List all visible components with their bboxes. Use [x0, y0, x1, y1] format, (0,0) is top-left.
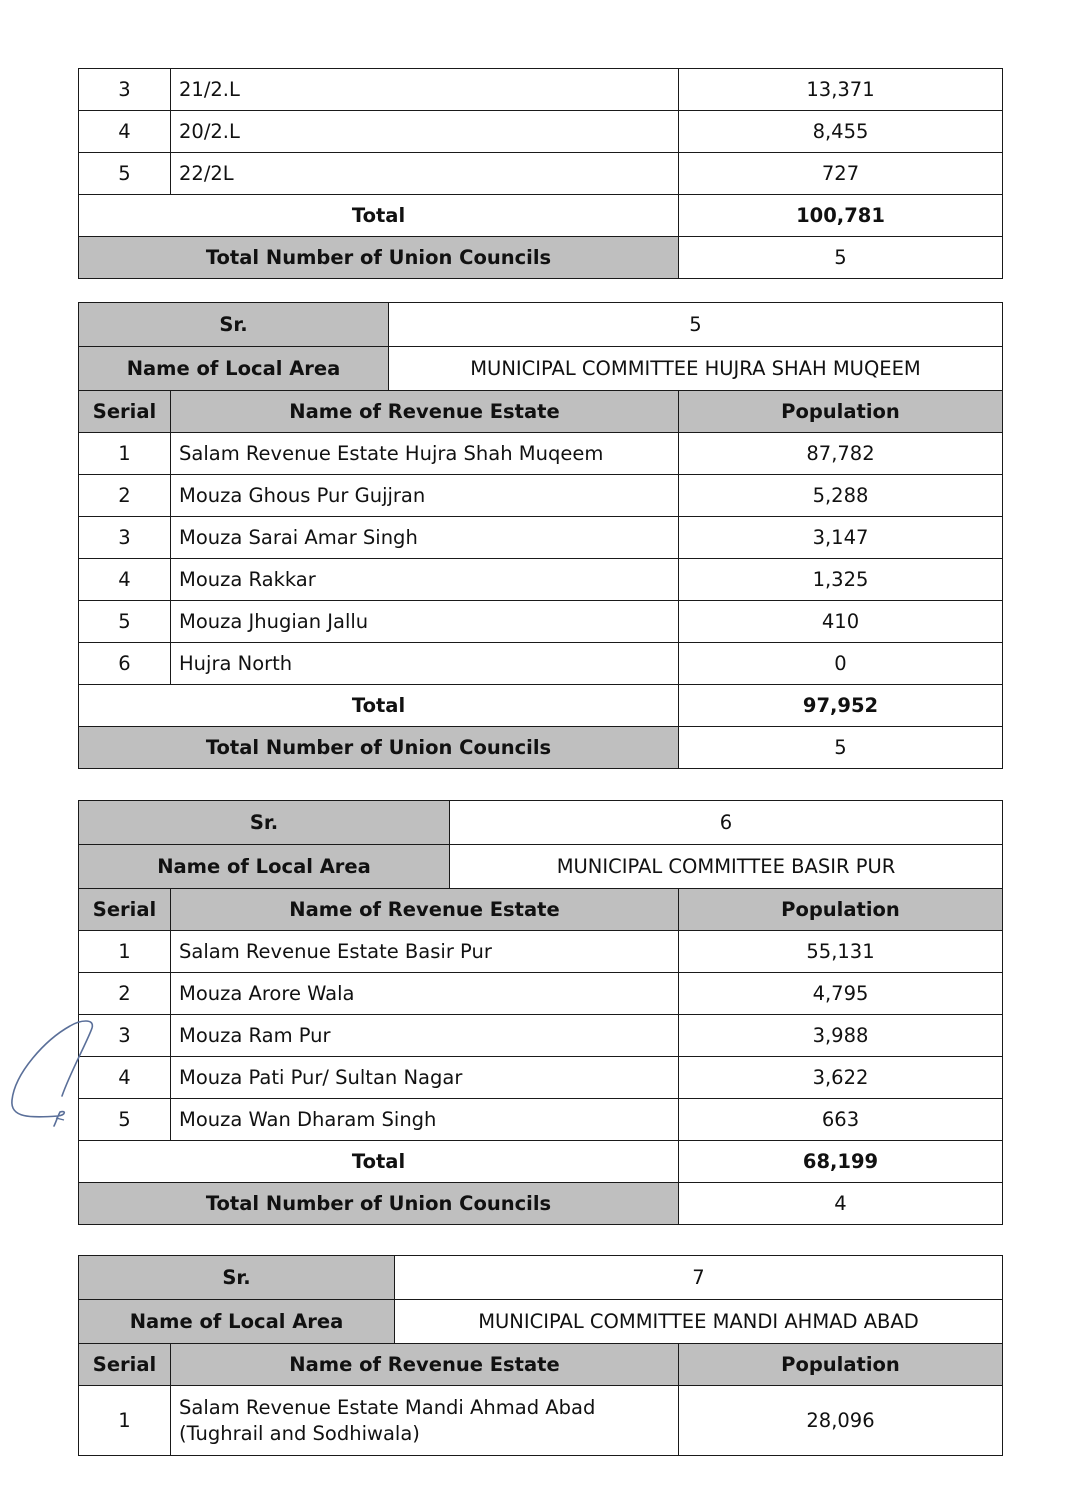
total-value: 97,952 — [679, 685, 1003, 727]
union-councils-value: 5 — [679, 237, 1003, 279]
header-row — [79, 1344, 1003, 1386]
local-area-label: Name of Local Area — [79, 845, 450, 889]
table-row — [79, 433, 1003, 475]
total-value: 100,781 — [679, 195, 1003, 237]
header-row — [79, 391, 1003, 433]
table-row — [79, 517, 1003, 559]
table-row — [79, 973, 1003, 1015]
estate-line-1: Salam Revenue Estate Mandi Ahmad Abad — [179, 1395, 596, 1419]
sr-value: 6 — [450, 801, 1003, 845]
sr-label: Sr. — [79, 303, 389, 347]
population-cell: 3,622 — [679, 1057, 1003, 1099]
table-row — [79, 1386, 1003, 1456]
estate-cell: Mouza Sarai Amar Singh — [171, 517, 679, 559]
local-area-row — [79, 1300, 1003, 1344]
estate-header: Name of Revenue Estate — [171, 889, 679, 931]
local-area-label: Name of Local Area — [79, 347, 389, 391]
population-cell: 0 — [679, 643, 1003, 685]
union-councils-label: Total Number of Union Councils — [79, 237, 679, 279]
local-area-label: Name of Local Area — [79, 1300, 395, 1344]
union-councils-row — [79, 1183, 1003, 1225]
serial-cell: 3 — [79, 69, 171, 111]
union-councils-label: Total Number of Union Councils — [79, 727, 679, 769]
table-row — [79, 931, 1003, 973]
serial-cell: 5 — [79, 601, 171, 643]
population-cell: 4,795 — [679, 973, 1003, 1015]
serial-header: Serial — [79, 1344, 171, 1386]
estate-cell: Mouza Wan Dharam Singh — [171, 1099, 679, 1141]
serial-cell: 5 — [79, 153, 171, 195]
serial-cell: 3 — [79, 517, 171, 559]
estate-cell: Mouza Ghous Pur Gujjran — [171, 475, 679, 517]
population-cell: 55,131 — [679, 931, 1003, 973]
estate-table — [78, 390, 1003, 769]
population-header: Population — [679, 889, 1003, 931]
population-cell: 410 — [679, 601, 1003, 643]
population-cell: 28,096 — [679, 1386, 1003, 1456]
estate-cell: Salam Revenue Estate Basir Pur — [171, 931, 679, 973]
local-area-info-table — [78, 1255, 1003, 1344]
union-councils-value: 5 — [679, 727, 1003, 769]
sr-value: 5 — [389, 303, 1003, 347]
sr-label: Sr. — [79, 1256, 395, 1300]
union-councils-row — [79, 237, 1003, 279]
total-row — [79, 1141, 1003, 1183]
population-cell: 13,371 — [679, 69, 1003, 111]
table-row — [79, 1099, 1003, 1141]
population-cell: 87,782 — [679, 433, 1003, 475]
table-row — [79, 1015, 1003, 1057]
table-row — [79, 643, 1003, 685]
local-area-value: MUNICIPAL COMMITTEE MANDI AHMAD ABAD — [395, 1300, 1003, 1344]
serial-cell: 4 — [79, 111, 171, 153]
estate-cell: Salam Revenue Estate Hujra Shah Muqeem — [171, 433, 679, 475]
table-row — [79, 559, 1003, 601]
estate-cell: Mouza Rakkar — [171, 559, 679, 601]
local-area-row — [79, 845, 1003, 889]
union-councils-row — [79, 727, 1003, 769]
population-cell: 5,288 — [679, 475, 1003, 517]
table-row — [79, 475, 1003, 517]
table-row — [79, 1057, 1003, 1099]
total-value: 68,199 — [679, 1141, 1003, 1183]
estate-cell: Hujra North — [171, 643, 679, 685]
total-label: Total — [79, 1141, 679, 1183]
serial-cell: 6 — [79, 643, 171, 685]
sr-label: Sr. — [79, 801, 450, 845]
population-cell: 3,147 — [679, 517, 1003, 559]
serial-cell: 1 — [79, 931, 171, 973]
population-cell: 727 — [679, 153, 1003, 195]
estate-table — [78, 1343, 1003, 1456]
total-row — [79, 685, 1003, 727]
serial-cell: 1 — [79, 1386, 171, 1456]
estate-cell: Mouza Pati Pur/ Sultan Nagar — [171, 1057, 679, 1099]
sr-row — [79, 303, 1003, 347]
local-area-value: MUNICIPAL COMMITTEE HUJRA SHAH MUQEEM — [389, 347, 1003, 391]
local-area-row — [79, 347, 1003, 391]
header-row — [79, 889, 1003, 931]
estate-header: Name of Revenue Estate — [171, 1344, 679, 1386]
table-row — [79, 69, 1003, 111]
estate-cell: 20/2.L — [171, 111, 679, 153]
sr-value: 7 — [395, 1256, 1003, 1300]
estate-cell: 22/2L — [171, 153, 679, 195]
estate-cell: Mouza Arore Wala — [171, 973, 679, 1015]
union-councils-value: 4 — [679, 1183, 1003, 1225]
serial-cell: 2 — [79, 973, 171, 1015]
population-cell: 663 — [679, 1099, 1003, 1141]
sr-row — [79, 1256, 1003, 1300]
local-area-info-table — [78, 800, 1003, 889]
local-area-value: MUNICIPAL COMMITTEE BASIR PUR — [450, 845, 1003, 889]
population-cell: 3,988 — [679, 1015, 1003, 1057]
estate-cell: Mouza Ram Pur — [171, 1015, 679, 1057]
serial-header: Serial — [79, 391, 171, 433]
serial-cell: 2 — [79, 475, 171, 517]
total-label: Total — [79, 685, 679, 727]
serial-header: Serial — [79, 889, 171, 931]
population-header: Population — [679, 391, 1003, 433]
population-cell: 1,325 — [679, 559, 1003, 601]
population-header: Population — [679, 1344, 1003, 1386]
estate-cell: Mouza Jhugian Jallu — [171, 601, 679, 643]
estate-header: Name of Revenue Estate — [171, 391, 679, 433]
table-row — [79, 601, 1003, 643]
serial-cell: 4 — [79, 1057, 171, 1099]
sr-row — [79, 801, 1003, 845]
estate-table — [78, 888, 1003, 1225]
union-councils-label: Total Number of Union Councils — [79, 1183, 679, 1225]
serial-cell: 4 — [79, 559, 171, 601]
serial-cell: 5 — [79, 1099, 171, 1141]
total-row — [79, 195, 1003, 237]
estate-table-continued — [78, 68, 1003, 279]
table-row — [79, 153, 1003, 195]
estate-line-2: (Tughrail and Sodhiwala) — [179, 1421, 420, 1445]
serial-cell: 3 — [79, 1015, 171, 1057]
table-row — [79, 111, 1003, 153]
serial-cell: 1 — [79, 433, 171, 475]
estate-cell: 21/2.L — [171, 69, 679, 111]
total-label: Total — [79, 195, 679, 237]
estate-cell — [171, 1386, 679, 1456]
population-cell: 8,455 — [679, 111, 1003, 153]
local-area-info-table — [78, 302, 1003, 391]
